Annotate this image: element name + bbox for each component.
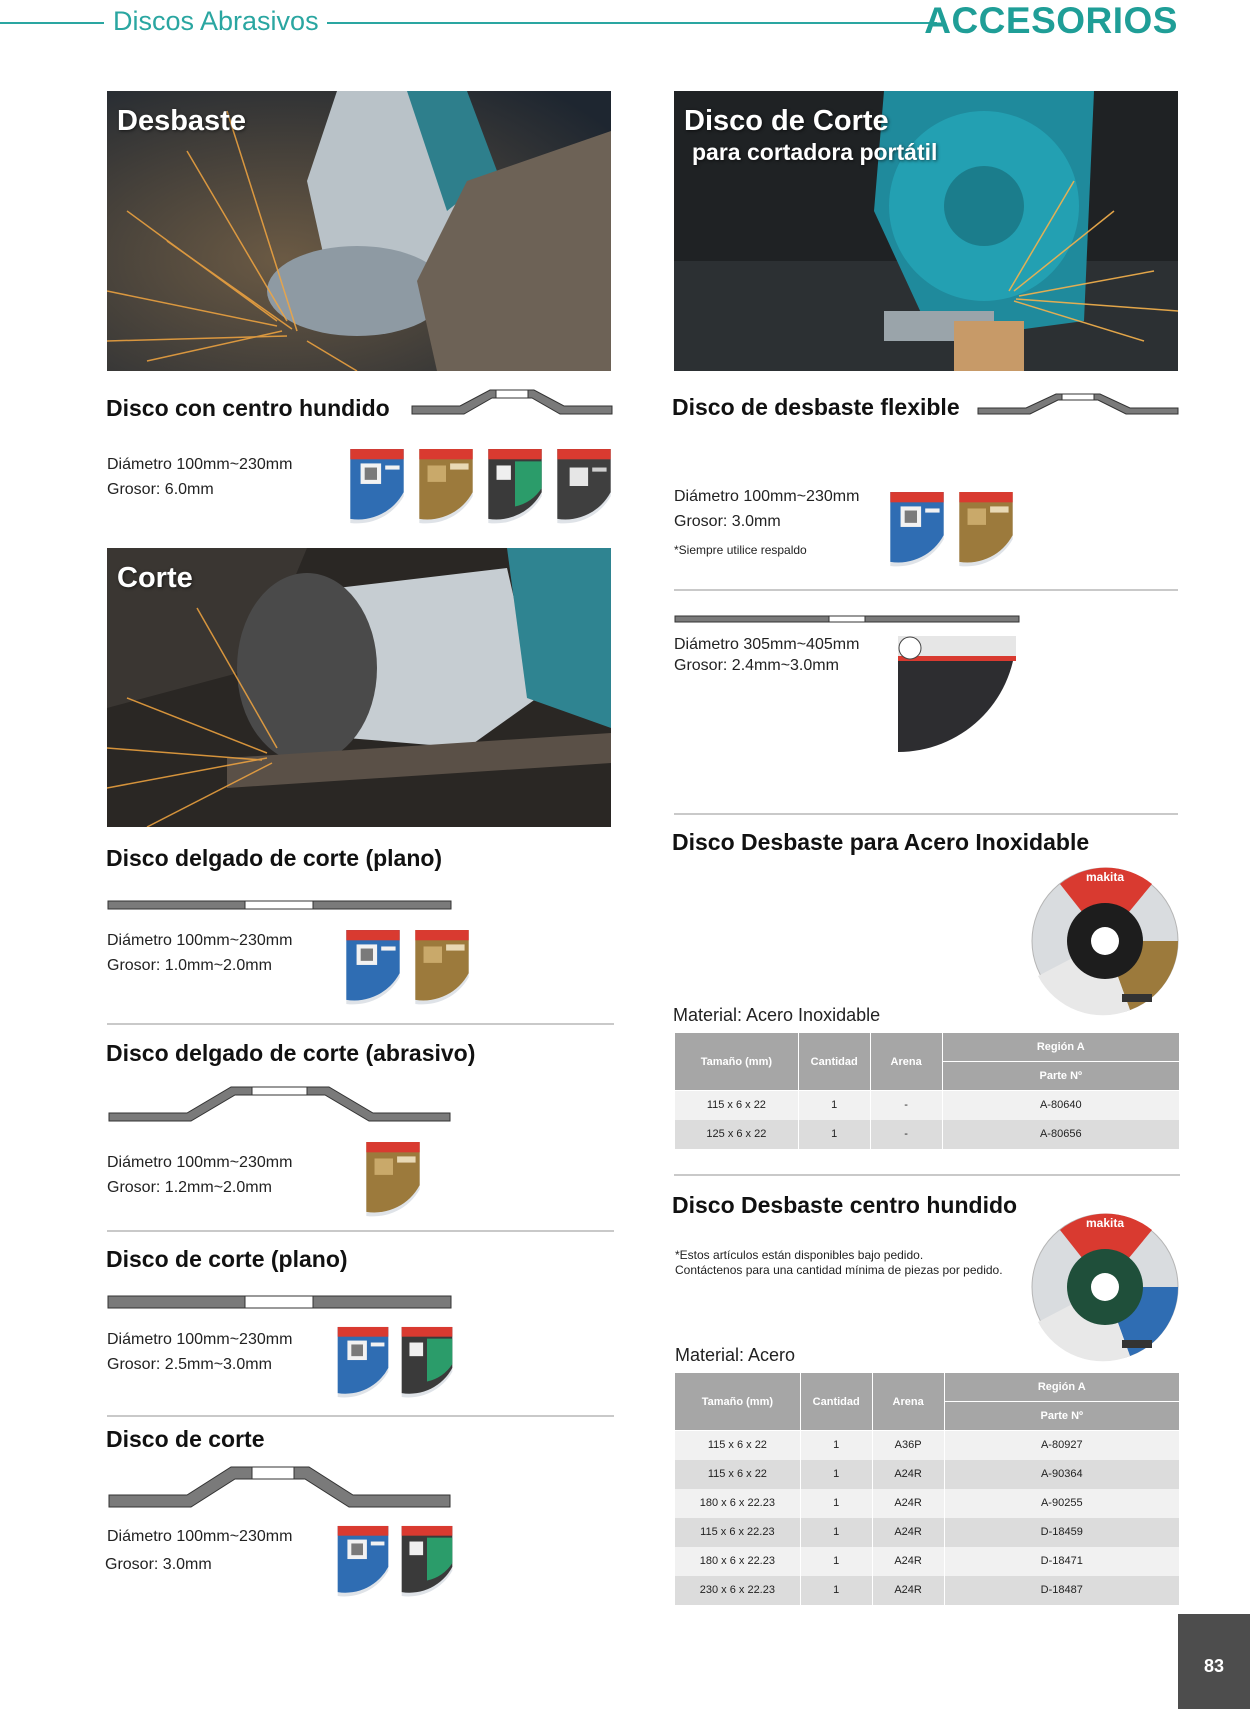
cell-grit: A24R [872,1460,944,1489]
col-header-part: Parte Nº [942,1062,1179,1091]
profile-flexible [976,392,1180,418]
material-hundido: Material: Acero [675,1345,796,1365]
cell-qty: 1 [798,1091,870,1120]
divider [107,1230,614,1232]
divider [107,1023,614,1025]
wheel-thumb-brown [417,447,475,525]
wheel-thumb-green [398,1524,456,1598]
spec-thickness: Grosor: 1.0mm~2.0mm [107,957,272,974]
cell-part: A-90255 [944,1489,1179,1518]
table-row [675,1489,1180,1518]
col-header-region: Región A [942,1033,1179,1062]
table-row [675,1576,1180,1605]
cell-qty: 1 [800,1489,872,1518]
header-rule-left [0,22,104,24]
spec-thickness: Grosor: 6.0mm [107,481,214,498]
cell-part: A-90364 [944,1460,1179,1489]
cell-grit: A24R [872,1547,944,1576]
spec-thickness: Grosor: 2.5mm~3.0mm [107,1356,272,1373]
cell-part: A-80640 [942,1091,1179,1120]
cell-size: 125 x 6 x 22 [675,1120,799,1149]
table-row [675,1120,1180,1149]
wheel-makita-inox [1030,866,1180,1016]
spec-centro-hundido [107,452,292,502]
cell-part: D-18459 [944,1518,1179,1547]
spec-diameter: Diámetro 100mm~230mm [674,488,860,505]
wheel-thumb-blue [888,490,946,568]
cell-size: 180 x 6 x 22.23 [675,1489,801,1518]
header-rule-right [327,22,937,24]
col-header-qty: Cantidad [798,1033,870,1091]
table-row [675,1091,1180,1120]
col-header-size: Tamaño (mm) [675,1033,799,1091]
col-header-region: Región A [944,1373,1179,1402]
cell-part: A-80656 [942,1120,1179,1149]
cell-part: D-18471 [944,1547,1179,1576]
section-title-inox: Disco Desbaste para Acero Inoxidable [672,829,1090,855]
cell-part: D-18487 [944,1576,1179,1605]
profile-flat-thin [107,899,452,911]
wheel-thumb-green [486,447,544,525]
table-hundido [674,1372,1180,1605]
spec-thickness: Grosor: 1.2mm~2.0mm [107,1179,272,1196]
divider [674,589,1178,591]
cell-grit: A24R [872,1518,944,1547]
col-header-size: Tamaño (mm) [675,1373,801,1431]
divider [674,813,1178,815]
photo-corte [107,548,611,827]
cell-size: 180 x 6 x 22.23 [675,1547,801,1576]
photo-title-desbaste: Desbaste [117,105,246,137]
section-title-corte-plano: Disco de corte (plano) [106,1246,348,1272]
cell-qty: 1 [800,1518,872,1547]
profile-depressed-thick [107,1465,452,1509]
section-title-centro-hundido: Disco con centro hundido [106,395,390,421]
cell-qty: 1 [800,1576,872,1605]
profile-depressed-thin [107,1083,452,1123]
cell-size: 115 x 6 x 22.23 [675,1518,801,1547]
col-header-grit: Arena [870,1033,942,1091]
cell-grit: A24R [872,1489,944,1518]
section-title-delgado-plano: Disco delgado de corte (plano) [106,845,443,871]
page-number: 83 [1178,1614,1250,1709]
table-row [675,1431,1180,1460]
wheel-thumb-brown [413,928,471,1006]
section-title-hundido: Disco Desbaste centro hundido [672,1192,1018,1218]
note-hundido [675,1248,1003,1278]
photo-title-corte: Corte [117,562,193,594]
wheel-thumb-blue [344,928,402,1006]
spec-delgado-plano [107,928,292,978]
spec-diameter: Diámetro 100mm~230mm [107,456,293,473]
photo-corte-portatil [674,91,1178,371]
photo-title-corte-portatil: Disco de Corte [684,105,889,137]
spec-diameter: Diámetro 100mm~230mm [107,1331,293,1348]
spec-corte [107,1523,292,1579]
note-line-1: *Estos artículos están disponibles bajo pedido. [675,1248,924,1262]
wheel-thumb-large [896,634,1018,754]
cell-qty: 1 [798,1120,870,1149]
spec-thickness: Grosor: 3.0mm [105,1556,212,1573]
cell-qty: 1 [800,1547,872,1576]
cell-size: 115 x 6 x 22 [675,1460,801,1489]
wheel-thumb-blue [334,1325,392,1399]
profile-flat-thick [107,1294,452,1310]
spec-thickness: Grosor: 3.0mm [674,513,781,530]
material-inox: Material: Acero Inoxidable [673,1005,881,1025]
spec-portatil [674,634,859,676]
cell-qty: 1 [800,1460,872,1489]
divider [107,1415,614,1417]
cell-grit: - [870,1091,942,1120]
spec-corte-plano [107,1327,292,1377]
spec-flexible [674,484,859,534]
cell-grit: A24R [872,1576,944,1605]
section-title-corte: Disco de corte [106,1426,265,1452]
wheel-thumb-gray [555,447,613,525]
header-subtitle: Discos Abrasivos [113,6,319,36]
divider [674,1174,1180,1176]
profile-depressed-center [410,388,614,418]
cell-grit: A36P [872,1431,944,1460]
wheel-thumb-brown [364,1140,422,1218]
wheel-thumb-blue [348,447,406,525]
photo-desbaste [107,91,611,371]
table-row [675,1547,1180,1576]
spec-diameter: Diámetro 100mm~230mm [107,1154,293,1171]
table-row [675,1518,1180,1547]
header-title: ACCESORIOS [924,0,1178,41]
cell-size: 230 x 6 x 22.23 [675,1576,801,1605]
spec-delgado-abrasivo [107,1150,292,1200]
col-header-grit: Arena [872,1373,944,1431]
wheel-thumb-green [398,1325,456,1399]
spec-diameter: Diámetro 100mm~230mm [107,1528,293,1545]
wheel-brand: makita [1085,870,1125,884]
spec-diameter: Diámetro 100mm~230mm [107,932,293,949]
photo-subtitle-corte-portatil: para cortadora portátil [692,139,938,165]
cell-part: A-80927 [944,1431,1179,1460]
col-header-qty: Cantidad [800,1373,872,1431]
wheel-makita-hundido [1030,1212,1180,1362]
wheel-brand: makita [1085,1216,1125,1230]
section-title-delgado-abrasivo: Disco delgado de corte (abrasivo) [106,1040,476,1066]
table-row [675,1460,1180,1489]
cell-qty: 1 [800,1431,872,1460]
wheel-thumb-blue [334,1524,392,1598]
spec-diameter: Diámetro 305mm~405mm [674,636,860,653]
cell-size: 115 x 6 x 22 [675,1431,801,1460]
note-flexible: *Siempre utilice respaldo [674,543,807,557]
spec-thickness: Grosor: 2.4mm~3.0mm [674,657,839,674]
note-line-2: Contáctenos para una cantidad mínima de piezas por pedido. [675,1263,1003,1277]
cell-size: 115 x 6 x 22 [675,1091,799,1120]
wheel-thumb-brown [957,490,1015,568]
section-title-flexible: Disco de desbaste flexible [672,394,960,420]
table-inox [674,1032,1180,1149]
profile-portatil [674,614,1020,624]
col-header-part: Parte Nº [944,1402,1179,1431]
cell-grit: - [870,1120,942,1149]
